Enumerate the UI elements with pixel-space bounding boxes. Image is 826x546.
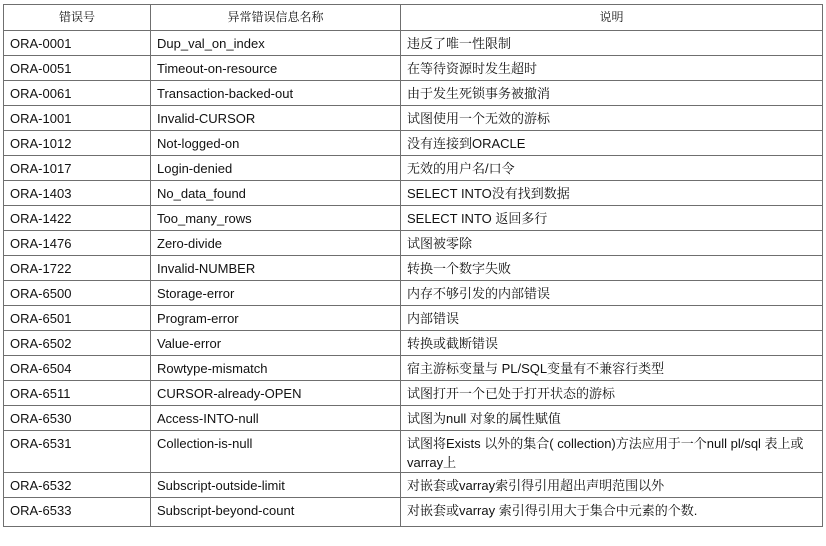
header-row — [4, 5, 823, 31]
exception-name-cell: Invalid-NUMBER — [151, 256, 401, 281]
error-number-cell: ORA-0001 — [4, 31, 151, 56]
error-number-cell: ORA-6502 — [4, 331, 151, 356]
table-row — [4, 473, 823, 498]
header-exception-name: 异常错误信息名称 — [151, 5, 401, 31]
error-number-cell: ORA-6533 — [4, 498, 151, 527]
description-cell: 在等待资源时发生超时 — [401, 56, 823, 81]
description-cell: 试图为null 对象的属性赋值 — [401, 406, 823, 431]
description-cell: 由于发生死锁事务被撤消 — [401, 81, 823, 106]
exception-name-cell: Too_many_rows — [151, 206, 401, 231]
description-cell: 内存不够引发的内部错误 — [401, 281, 823, 306]
description-cell: 试图将Exists 以外的集合( collection)方法应用于一个null pl/sql 表上或varray上 — [401, 431, 823, 473]
error-number-cell: ORA-6531 — [4, 431, 151, 473]
description-cell: 转换或截断错误 — [401, 331, 823, 356]
table-row — [4, 381, 823, 406]
table-row — [4, 131, 823, 156]
table-row — [4, 56, 823, 81]
header-error-number: 错误号 — [4, 5, 151, 31]
description-cell: SELECT INTO没有找到数据 — [401, 181, 823, 206]
description-cell: 对嵌套或varray索引得引用超出声明范围以外 — [401, 473, 823, 498]
description-cell: 宿主游标变量与 PL/SQL变量有不兼容行类型 — [401, 356, 823, 381]
error-number-cell: ORA-1017 — [4, 156, 151, 181]
exception-name-cell: Dup_val_on_index — [151, 31, 401, 56]
table-row — [4, 231, 823, 256]
exception-name-cell: Collection-is-null — [151, 431, 401, 473]
exception-name-cell: No_data_found — [151, 181, 401, 206]
description-cell: 转换一个数字失败 — [401, 256, 823, 281]
exception-name-cell: Rowtype-mismatch — [151, 356, 401, 381]
table-row — [4, 156, 823, 181]
table-row — [4, 498, 823, 527]
table-row — [4, 431, 823, 473]
table-row — [4, 281, 823, 306]
table-row — [4, 181, 823, 206]
exception-name-cell: Subscript-outside-limit — [151, 473, 401, 498]
description-cell: 违反了唯一性限制 — [401, 31, 823, 56]
error-number-cell: ORA-6532 — [4, 473, 151, 498]
exception-name-cell: Transaction-backed-out — [151, 81, 401, 106]
exception-name-cell: Access-INTO-null — [151, 406, 401, 431]
exception-name-cell: Program-error — [151, 306, 401, 331]
exception-name-cell: Invalid-CURSOR — [151, 106, 401, 131]
error-number-cell: ORA-1403 — [4, 181, 151, 206]
error-number-cell: ORA-6530 — [4, 406, 151, 431]
error-number-cell: ORA-1422 — [4, 206, 151, 231]
error-number-cell: ORA-0061 — [4, 81, 151, 106]
exception-name-cell: Timeout-on-resource — [151, 56, 401, 81]
description-cell: 没有连接到ORACLE — [401, 131, 823, 156]
table-row — [4, 306, 823, 331]
description-cell: 试图使用一个无效的游标 — [401, 106, 823, 131]
error-number-cell: ORA-6511 — [4, 381, 151, 406]
table-row — [4, 406, 823, 431]
exception-name-cell: Subscript-beyond-count — [151, 498, 401, 527]
exception-name-cell: Login-denied — [151, 156, 401, 181]
error-number-cell: ORA-6500 — [4, 281, 151, 306]
error-number-cell: ORA-6504 — [4, 356, 151, 381]
table-row — [4, 356, 823, 381]
exception-name-cell: CURSOR-already-OPEN — [151, 381, 401, 406]
table-row — [4, 206, 823, 231]
exception-name-cell: Zero-divide — [151, 231, 401, 256]
error-number-cell: ORA-1476 — [4, 231, 151, 256]
description-cell: SELECT INTO 返回多行 — [401, 206, 823, 231]
header-description: 说明 — [401, 5, 823, 31]
table-row — [4, 256, 823, 281]
table-row — [4, 331, 823, 356]
error-number-cell: ORA-1012 — [4, 131, 151, 156]
description-cell: 对嵌套或varray 索引得引用大于集合中元素的个数. — [401, 498, 823, 527]
exception-name-cell: Value-error — [151, 331, 401, 356]
description-cell: 试图打开一个已处于打开状态的游标 — [401, 381, 823, 406]
exception-name-cell: Not-logged-on — [151, 131, 401, 156]
exception-name-cell: Storage-error — [151, 281, 401, 306]
error-number-cell: ORA-0051 — [4, 56, 151, 81]
oracle-exception-table — [3, 4, 823, 527]
description-cell: 内部错误 — [401, 306, 823, 331]
table-row — [4, 81, 823, 106]
table-row — [4, 106, 823, 131]
description-cell: 无效的用户名/口令 — [401, 156, 823, 181]
error-number-cell: ORA-1001 — [4, 106, 151, 131]
table-row — [4, 31, 823, 56]
description-cell: 试图被零除 — [401, 231, 823, 256]
error-number-cell: ORA-6501 — [4, 306, 151, 331]
error-number-cell: ORA-1722 — [4, 256, 151, 281]
